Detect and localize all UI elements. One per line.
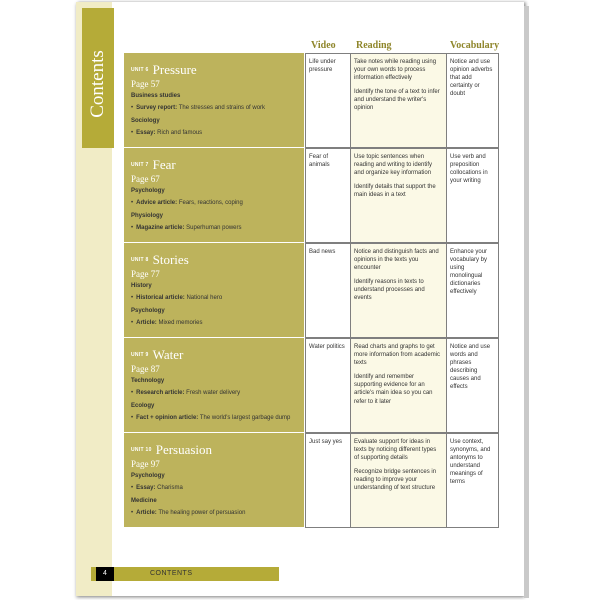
topic-item (131, 485, 183, 491)
video-cell: Water politics (305, 338, 351, 433)
reading-skill: Notice and distinguish facts and opinions in the texts you encounter (354, 249, 439, 272)
topic-subject: Ecology (131, 403, 155, 409)
topic-text: Fears, reactions, coping (178, 200, 243, 206)
contents-title-text: Contents (87, 50, 108, 118)
column-header-video: Video (311, 40, 336, 51)
topic-type: Article: (136, 510, 157, 516)
topic-item (131, 200, 243, 206)
unit-number: UNIT 6 (131, 67, 149, 73)
reading-skill: Use topic sentences when reading and writing to identify and organize key information (354, 154, 433, 177)
topic-item (131, 320, 202, 326)
topic-subject: Sociology (131, 118, 160, 124)
unit-page: Page 87 (131, 364, 160, 374)
vocabulary-cell: Enhance your vocabulary by using monolingual dictionaries effectively (446, 243, 499, 338)
unit-block (124, 148, 304, 242)
topic-text: Superhuman powers (186, 225, 242, 231)
vocabulary-cell: Use verb and preposition collocations in your writing (446, 148, 499, 243)
unit-heading (131, 346, 183, 364)
reading-skill: Identify the tone of a text to infer and understand the writer's opinion (354, 89, 440, 112)
reading-skill: Identify details that support the main ideas in a text (354, 184, 436, 199)
unit-page: Page 77 (131, 269, 160, 279)
topic-text: The world's largest garbage dump (199, 415, 291, 421)
unit-heading (131, 441, 212, 459)
unit-title: Water (152, 347, 184, 362)
unit-number: UNIT 7 (131, 162, 149, 168)
unit-title: Stories (152, 252, 189, 267)
topic-subject: Technology (131, 378, 165, 384)
video-cell: Bad news (305, 243, 351, 338)
unit-title: Fear (152, 157, 176, 172)
topic-subject: Psychology (131, 473, 165, 479)
reading-cell (350, 148, 447, 243)
topic-subject: Psychology (131, 308, 165, 314)
topic-item (131, 295, 222, 301)
video-cell: Life under pressure (305, 53, 351, 148)
reading-cell (350, 53, 447, 148)
column-header-vocabulary: Vocabulary (450, 40, 500, 51)
vocabulary-cell: Use context, synonyms, and antonyms to understand meanings of terms (446, 433, 499, 528)
unit-heading (131, 156, 176, 174)
topic-type: Advice article: (136, 200, 178, 206)
reading-skill: Read charts and graphs to get more information from academic texts (354, 344, 441, 367)
topic-item (131, 105, 265, 111)
topic-item (131, 130, 202, 136)
unit-number: UNIT 10 (131, 447, 152, 453)
reading-cell (350, 243, 447, 338)
topic-subject: Medicine (131, 498, 157, 504)
unit-block (124, 433, 304, 527)
unit-block (124, 53, 304, 147)
unit-title: Pressure (152, 62, 197, 77)
topic-type: Article: (136, 320, 157, 326)
topic-type: Fact + opinion article: (136, 415, 199, 421)
unit-title: Persuasion (155, 442, 213, 457)
topic-text: Fresh water delivery (186, 390, 241, 396)
topic-subject: Business studies (131, 93, 181, 99)
unit-heading (131, 251, 189, 269)
topic-type: Survey report: (136, 105, 178, 111)
reading-cell (350, 433, 447, 528)
topic-type: Essay: (136, 130, 156, 136)
topic-subject: Psychology (131, 188, 165, 194)
topic-text: Rich and famous (157, 130, 203, 136)
unit-page: Page 97 (131, 459, 160, 469)
reading-skill: Identify and remember supporting evidence for an article's main idea so you can refer to it later (354, 374, 433, 405)
topic-type: Magazine article: (136, 225, 185, 231)
unit-number: UNIT 9 (131, 352, 149, 358)
topic-text: Charisma (157, 485, 183, 491)
reading-skill: Evaluate support for ideas in texts by noticing different types of supporting details (354, 439, 437, 462)
topic-text: The stresses and strains of work (178, 105, 266, 111)
video-cell: Fear of animals (305, 148, 351, 243)
column-header-reading: Reading (356, 40, 392, 51)
topic-type: Research article: (136, 390, 185, 396)
topic-type: Essay: (136, 485, 156, 491)
unit-number: UNIT 8 (131, 257, 149, 263)
topic-text: National hero (186, 295, 223, 301)
topic-subject: Physiology (131, 213, 164, 219)
page-number: 4 (96, 567, 114, 581)
topic-item (131, 225, 242, 231)
topic-text: Mixed memories (158, 320, 203, 326)
reading-cell (350, 338, 447, 433)
contents-title (78, 24, 118, 144)
topic-text: The healing power of persuasion (158, 510, 246, 516)
unit-page: Page 67 (131, 174, 160, 184)
unit-heading (131, 61, 197, 79)
topic-type: Historical article: (136, 295, 185, 301)
vocabulary-cell: Notice and use words and phrases describing causes and effects (446, 338, 499, 433)
reading-skill: Recognize bridge sentences in reading to improve your understanding of text structure (354, 469, 437, 492)
unit-block (124, 338, 304, 432)
unit-block (124, 243, 304, 337)
page-edge (524, 6, 529, 598)
footer-label: CONTENTS (150, 570, 193, 577)
vocabulary-cell: Notice and use opinion adverbs that add certainty or doubt (446, 53, 499, 148)
topic-item (131, 390, 240, 396)
reading-skill: Identify reasons in texts to understand processes and events (354, 279, 425, 302)
unit-page: Page 57 (131, 79, 160, 89)
topic-item (131, 510, 245, 516)
topic-item (131, 415, 290, 421)
topic-subject: History (131, 283, 152, 289)
video-cell: Just say yes (305, 433, 351, 528)
reading-skill: Take notes while reading using your own words to process information effectively (354, 59, 437, 82)
